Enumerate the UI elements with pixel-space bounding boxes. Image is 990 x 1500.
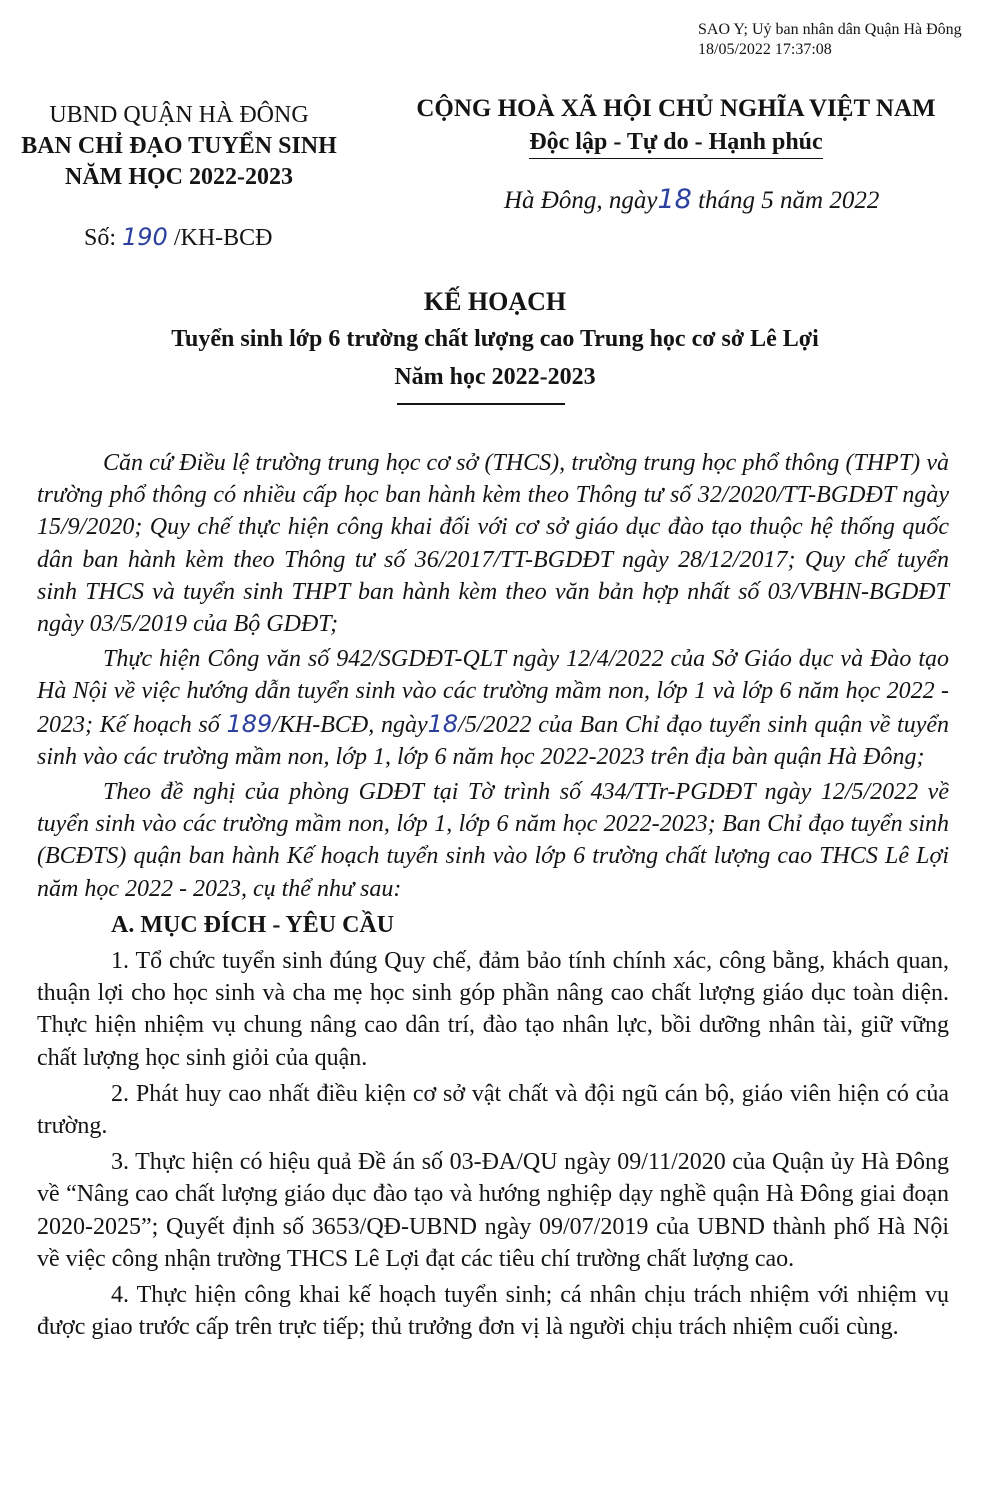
date-rest: tháng 5 năm 2022 bbox=[691, 187, 880, 214]
section-a-item-4: 4. Thực hiện công khai kế hoạch tuyển sinh; cá nhân chịu trách nhiệm với nhiệm vụ được giao trước cấp trên trực tiếp; thủ trưởng đơn vị là người chịu trách nhiệm cuối cùng. bbox=[37, 1282, 949, 1341]
title-underline bbox=[397, 403, 565, 405]
implementation-text-a: Thực hiện Công văn số 942/SGDĐT-QLT ngày 12/4/2022 của Sở Giáo dục và Đào tạo Hà Nội về việc hướng dẫn tuyển sinh vào các trường mầm non, lớp 1 và lớp 6 năm học 2022 - 2023; Kế hoạch số bbox=[37, 646, 949, 738]
docnum-suffix: /KH-BCĐ bbox=[167, 225, 273, 251]
section-a-item-3: 3. Thực hiện có hiệu quả Đề án số 03-ĐA/QU ngày 09/11/2020 của Quận ủy Hà Đông về “Nâng cao chất lượng giáo dục đào tạo và hướng nghiệp dạy nghề quận Hà Đông giai đoạn 2020-2025”; Quyết định số 3653/QĐ-UBND ngày 09/07/2019 của UBND thành phố Hà Nội về việc công nhận trường THCS Lê Lợi đạt các tiêu chí trường chất lượng cao. bbox=[37, 1149, 949, 1272]
docnum-prefix: Số: bbox=[84, 225, 123, 251]
preamble-implementation bbox=[37, 643, 949, 773]
date-place: Hà Đông, ngày bbox=[504, 187, 658, 214]
document-body bbox=[37, 447, 949, 1343]
authority-school-year: NĂM HỌC 2022-2023 bbox=[65, 164, 293, 190]
stamp-line-issuer: SAO Y; Uỷ ban nhân dân Quận Hà Đông bbox=[698, 21, 962, 38]
document-number bbox=[84, 223, 273, 252]
title-type: KẾ HOẠCH bbox=[423, 287, 567, 316]
authority-board: BAN CHỈ ĐẠO TUYỂN SINH bbox=[21, 133, 337, 159]
section-a-heading: A. MỤC ĐÍCH - YÊU CẦU bbox=[111, 911, 395, 938]
docnum-handwritten: 190 bbox=[122, 223, 168, 251]
title-subject: Tuyển sinh lớp 6 trường chất lượng cao Trung học cơ sở Lê Lợi bbox=[171, 326, 819, 352]
issue-date bbox=[504, 184, 879, 215]
national-heading bbox=[402, 92, 950, 158]
national-motto bbox=[402, 126, 950, 158]
preamble-legal-basis: Căn cứ Điều lệ trường trung học cơ sở (THCS), trường trung học phổ thông (THPT) và trường phổ thông có nhiều cấp học ban hành kèm theo Thông tư số 32/2020/TT-BGDĐT ngày 15/9/2020; Quy chế thực hiện công khai đối với cơ sở giáo dục đào tạo thuộc hệ thống quốc dân ban hành kèm theo Thông tư số 36/2017/TT-BGDĐT ngày 28/12/2017; Quy chế tuyển sinh THCS và tuyển sinh THPT ban hành kèm theo văn bản hợp nhất số 03/VBHN-BGDĐT ngày 03/5/2019 của Bộ GDĐT; bbox=[37, 450, 949, 638]
implementation-text-c: /5/2022 của Ban Chỉ đạo tuyển sinh quận về tuyển sinh vào các trường mầm non, lớp 1, lớp 6 năm học 2022-2023 trên địa bàn quận Hà Đông; bbox=[37, 711, 949, 770]
motto-text: Độc lập - Tự do - Hạnh phúc bbox=[529, 129, 822, 159]
document-title bbox=[0, 284, 990, 396]
plan-day-handwritten: 18 bbox=[427, 709, 459, 738]
implementation-text-b: /KH-BCĐ, ngày bbox=[272, 711, 428, 738]
plan-number-handwritten: 189 bbox=[226, 709, 273, 738]
issuing-authority bbox=[0, 100, 358, 193]
preamble-proposal: Theo đề nghị của phòng GDĐT tại Tờ trình số 434/TTr-PGDĐT ngày 12/5/2022 về tuyển sinh vào các trường mầm non, lớp 1, lớp 6 năm học 2022-2023; Ban Chỉ đạo tuyển sinh (BCĐTS) quận ban hành Kế hoạch tuyển sinh vào lớp 6 trường chất lượng cao THCS Lê Lợi năm học 2022 - 2023, cụ thể như sau: bbox=[37, 779, 949, 902]
date-day-handwritten: 18 bbox=[657, 184, 692, 215]
section-a-item-1: 1. Tổ chức tuyển sinh đúng Quy chế, đảm bảo tính chính xác, công bằng, khách quan, thuận lợi cho học sinh và cha mẹ học sinh góp phần nâng cao chất lượng giáo dục toàn diện. Thực hiện nhiệm vụ chung nâng cao dân trí, đào tạo nhân lực, bồi dưỡng nhân tài, giữ vững chất lượng học sinh giỏi của quận. bbox=[37, 948, 949, 1071]
authority-district: UBND QUẬN HÀ ĐÔNG bbox=[49, 102, 309, 128]
section-a-item-2: 2. Phát huy cao nhất điều kiện cơ sở vật chất và đội ngũ cán bộ, giáo viên hiện có của trường. bbox=[37, 1080, 949, 1140]
title-year: Năm học 2022-2023 bbox=[394, 364, 596, 390]
copy-stamp bbox=[698, 20, 990, 60]
nation-name: CỘNG HOÀ XÃ HỘI CHỦ NGHĨA VIỆT NAM bbox=[416, 95, 936, 122]
stamp-line-timestamp: 18/05/2022 17:37:08 bbox=[698, 41, 832, 58]
